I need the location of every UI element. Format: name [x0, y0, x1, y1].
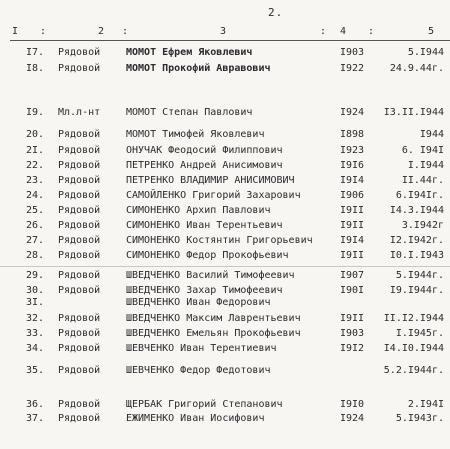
row-number: 35. [26, 365, 45, 376]
row-number: 29. [26, 270, 45, 281]
header-col-5: 5 [428, 26, 435, 37]
row-date: 2.I94I [407, 399, 444, 410]
row-rank: Рядовой [58, 285, 101, 296]
row-date: 6. I94I [401, 145, 444, 156]
header-col-3: 3 [220, 26, 227, 37]
table-row [0, 342, 450, 356]
row-name: МОМОТ Прокофий Авравович [126, 63, 271, 74]
row-date: I.I944 [407, 160, 444, 171]
paper-fold-line [0, 266, 450, 267]
row-birth-year: I90I [340, 285, 365, 296]
row-date: I3.II.I944 [383, 107, 444, 118]
row-birth-year: I906 [340, 190, 365, 201]
row-number: 22. [26, 160, 45, 171]
row-number: 2I. [26, 145, 45, 156]
row-number: I9. [26, 107, 45, 118]
row-name: СИМОНЕНКО Федор Прокофьевич [126, 250, 289, 261]
table-row [0, 62, 450, 76]
row-name: САМОЙЛЕНКО Григорий Захарович [126, 190, 301, 201]
row-rank: Рядовой [58, 328, 101, 339]
row-birth-year: I9I4 [340, 235, 365, 246]
header-col-4: 4 [340, 26, 347, 37]
row-birth-year: I898 [340, 129, 365, 140]
header-separator: : [368, 26, 375, 37]
row-name: СИМОНЕНКО Архип Павлович [126, 205, 271, 216]
row-number: 30. [26, 285, 45, 296]
row-number: 34. [26, 343, 45, 354]
row-number: 37. [26, 413, 45, 424]
row-birth-year: I9I0 [340, 399, 365, 410]
row-rank: Рядовой [58, 365, 101, 376]
row-rank: Рядовой [58, 129, 101, 140]
row-date: II.I2.I944 [383, 313, 444, 324]
table-row [0, 159, 450, 173]
row-name: ПЕТРЕНКО Андрей Анисимович [126, 160, 283, 171]
row-date: I944 [419, 129, 444, 140]
row-date: I0.I.I943 [389, 250, 444, 261]
row-date: 5.I943г. [395, 413, 444, 424]
row-name: ШЕВЧЕНКО Иван Терентиевич [126, 343, 277, 354]
row-name: ШВЕДЧЕНКО Иван Федорович [126, 297, 271, 308]
row-number: I7. [26, 47, 45, 58]
row-date: 24.9.44г. [389, 63, 444, 74]
row-date: 6.I94Iг. [395, 190, 444, 201]
row-rank: Рядовой [58, 313, 101, 324]
row-number: 33. [26, 328, 45, 339]
table-row [0, 364, 450, 378]
row-date: 5.I944 [407, 47, 444, 58]
table-row [0, 412, 450, 426]
row-birth-year: I9II [340, 220, 365, 231]
page-number: 2. [268, 6, 284, 19]
row-rank: Рядовой [58, 220, 101, 231]
row-number: 28. [26, 250, 45, 261]
row-number: 25. [26, 205, 45, 216]
table-row [0, 219, 450, 233]
table-row [0, 296, 450, 310]
table-row [0, 189, 450, 203]
row-date: I.I945г. [395, 328, 444, 339]
row-rank: Рядовой [58, 175, 101, 186]
row-birth-year: I903 [340, 328, 365, 339]
row-rank: Мл.л-нт [58, 107, 101, 118]
row-number: 23. [26, 175, 45, 186]
table-row [0, 204, 450, 218]
row-birth-year: I922 [340, 63, 365, 74]
row-rank: Рядовой [58, 399, 101, 410]
row-number: 32. [26, 313, 45, 324]
row-number: 27. [26, 235, 45, 246]
row-rank: Рядовой [58, 63, 101, 74]
table-row [0, 128, 450, 142]
row-name: ШВЕДЧЕНКО Захар Тимофеевич [126, 285, 283, 296]
table-row [0, 312, 450, 326]
row-rank: Рядовой [58, 250, 101, 261]
row-name: ЩЕРБАК Григорий Степанович [126, 399, 283, 410]
row-birth-year: I903 [340, 47, 365, 58]
row-name: ШВЕДЧЕНКО Максим Лаврентьевич [126, 313, 301, 324]
header-separator: : [40, 26, 47, 37]
table-row [0, 174, 450, 188]
row-name: ЕЖИМЕНКО Иван Иосифович [126, 413, 265, 424]
row-name: МОМОТ Тимофей Яковлевич [126, 129, 265, 140]
row-number: 26. [26, 220, 45, 231]
table-row [0, 234, 450, 248]
row-birth-year: I9II [340, 250, 365, 261]
row-rank: Рядовой [58, 235, 101, 246]
row-rank: Рядовой [58, 270, 101, 281]
row-rank: Рядовой [58, 343, 101, 354]
row-number: 36. [26, 399, 45, 410]
header-separator: : [122, 26, 129, 37]
row-date: 3.I942г [401, 220, 444, 231]
table-row [0, 269, 450, 283]
table-header [10, 24, 450, 41]
row-name: ШВЕДЧЕНКО Василий Тимофеевич [126, 270, 295, 281]
row-birth-year: I9I4 [340, 175, 365, 186]
row-date: I4.3.I944 [389, 205, 444, 216]
header-separator: : [320, 26, 327, 37]
row-number: 3I. [26, 297, 45, 308]
row-date: I4.I0.I944 [383, 343, 444, 354]
row-birth-year: I9II [340, 313, 365, 324]
row-name: МОМОТ Степан Павлович [126, 107, 253, 118]
row-name: МОМОТ Ефрем Яковлевич [126, 47, 253, 58]
header-col-1: I [12, 26, 19, 37]
row-name: ОНУЧАК Феодосий Филиппович [126, 145, 283, 156]
header-col-2: 2 [98, 26, 105, 37]
row-number: 20. [26, 129, 45, 140]
row-date: I2.I942г. [389, 235, 444, 246]
row-name: СИМОНЕНКО Костянтин Григорьевич [126, 235, 313, 246]
row-date: II.44г. [401, 175, 444, 186]
table-row [0, 144, 450, 158]
row-birth-year: I924 [340, 107, 365, 118]
table-row [0, 327, 450, 341]
row-rank: Рядовой [58, 145, 101, 156]
row-number: I8. [26, 63, 45, 74]
table-row [0, 398, 450, 412]
row-birth-year: I907 [340, 270, 365, 281]
row-birth-year: I9I6 [340, 160, 365, 171]
row-birth-year: I923 [340, 145, 365, 156]
row-rank: Рядовой [58, 47, 101, 58]
row-rank: Рядовой [58, 190, 101, 201]
table-row [0, 106, 450, 120]
row-name: СИМОНЕНКО Иван Терентьевич [126, 220, 283, 231]
row-birth-year: I9II [340, 205, 365, 216]
row-number: 24. [26, 190, 45, 201]
row-name: ШЕВЧЕНКО Федор Федотович [126, 365, 271, 376]
table-row [0, 46, 450, 60]
row-date: I9.I944г. [389, 285, 444, 296]
row-rank: Рядовой [58, 413, 101, 424]
row-rank: Рядовой [58, 160, 101, 171]
row-name: ШВЕДЧЕНКО Емельян Прокофьевич [126, 328, 301, 339]
row-rank: Рядовой [58, 205, 101, 216]
row-name: ПЕТРЕНКО ВЛАДИМИР АНИСИМОВИЧ [126, 175, 295, 186]
row-birth-year: I924 [340, 413, 365, 424]
table-row [0, 249, 450, 263]
row-date: 5.I944г. [395, 270, 444, 281]
row-date: 5.2.I944г. [383, 365, 444, 376]
row-birth-year: I9I2 [340, 343, 365, 354]
